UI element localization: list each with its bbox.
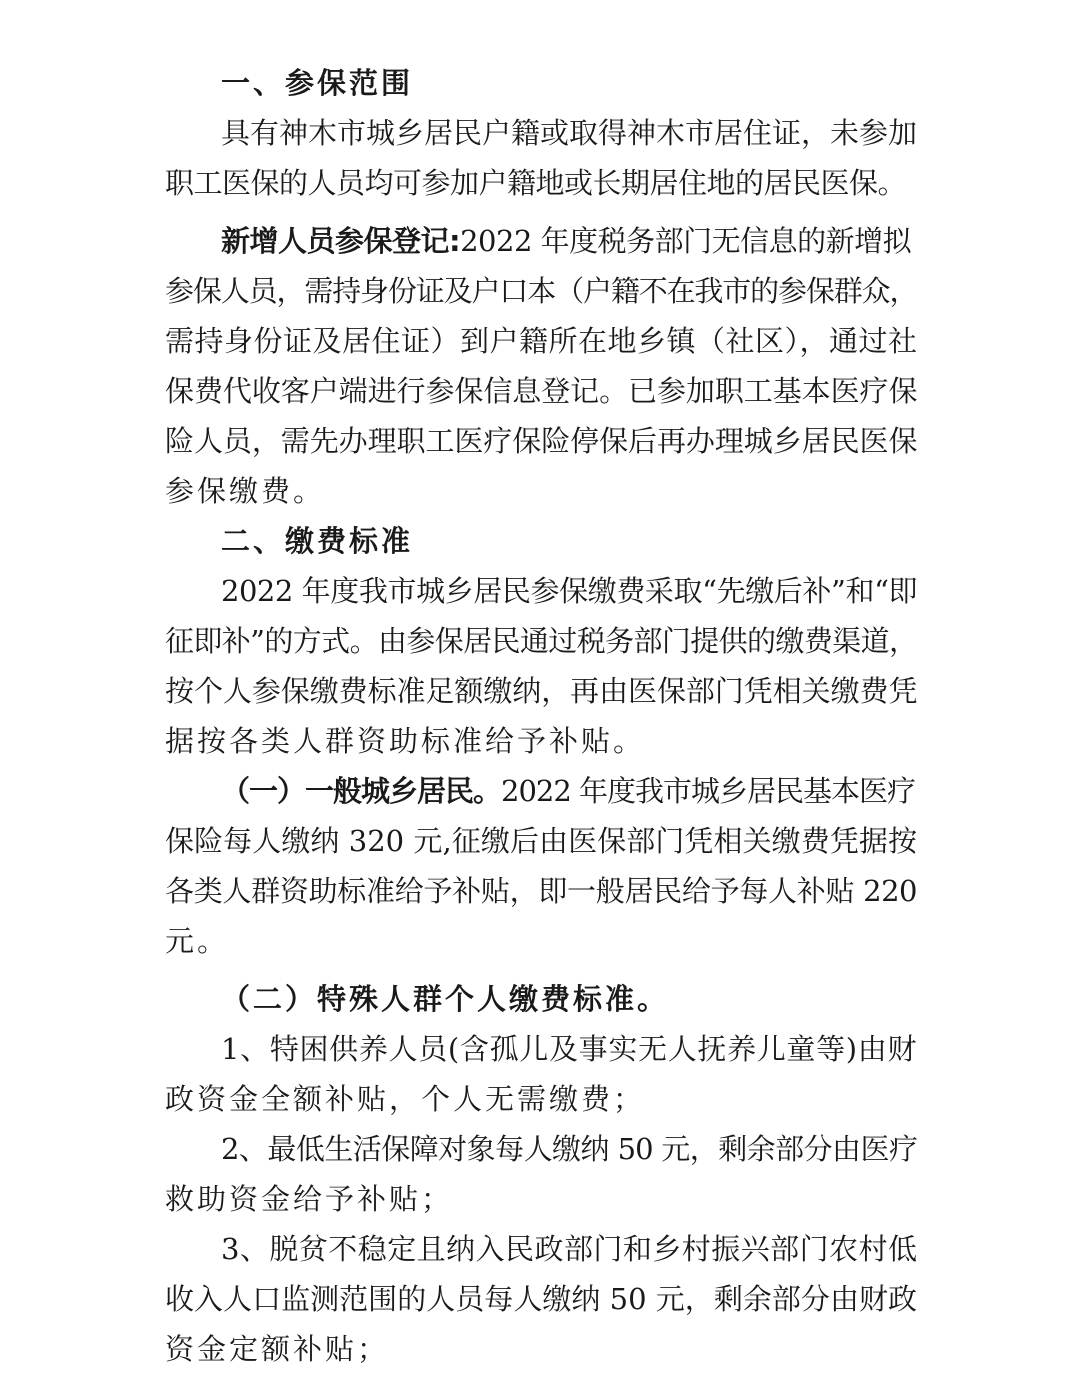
section-heading-standard: 二、缴费标准 [221,524,414,558]
list-item-line: 3、脱贫不稳定且纳入民政部门和乡村振兴部门农村低 [221,1232,917,1266]
paragraph-line: 具有神木市城乡居民户籍或取得神木市居住证，未参加 [221,116,918,150]
registration-first-text: 2022 年度税务部门无信息的新增拟 [460,224,912,258]
paragraph-line: 险人员，需先办理职工医疗保险停保后再办理城乡居民医保 [165,424,917,458]
general-residents-first-line [221,766,915,816]
paragraph-line: 各类人群资助标准给予补贴，即一般居民给予每人补贴 220 [165,874,917,908]
paragraph-line: 征即补”的方式。由参保居民通过税务部门提供的缴费渠道， [165,624,917,658]
registration-label: 新增人员参保登记: [221,224,461,258]
general-residents-first-text: 2022 年度我市城乡居民基本医疗 [501,774,916,808]
general-residents-label: （一）一般城乡居民。 [221,774,502,808]
paragraph-line: 参保缴费。 [165,474,326,508]
registration-first-line [221,216,911,266]
paragraph-line: 据按各类人群资助标准给予补贴。 [165,724,646,758]
list-item-line: 2、最低生活保障对象每人缴纳 50 元，剩余部分由医疗 [221,1132,917,1166]
paragraph-line: 需持身份证及居住证）到户籍所在地乡镇（社区），通过社 [165,324,917,358]
list-item-line: 资金定额补贴； [165,1332,390,1366]
list-item-line: 政资金全额补贴，个人无需缴费； [165,1082,646,1116]
paragraph-line: 参保人员，需持身份证及户口本（户籍不在我市的参保群众， [165,274,917,308]
list-item-line: 救助资金给予补贴； [165,1182,454,1216]
section-heading-scope: 一、参保范围 [221,66,414,100]
paragraph-line: 元。 [165,924,230,958]
paragraph-line: 2022 年度我市城乡居民参保缴费采取“先缴后补”和“即 [221,574,917,608]
list-item-line: 收入人口监测范围的人员每人缴纳 50 元，剩余部分由财政 [165,1282,917,1316]
paragraph-line: 保险每人缴纳 320 元,征缴后由医保部门凭相关缴费凭据按 [165,824,917,858]
paragraph-line: 按个人参保缴费标准足额缴纳，再由医保部门凭相关缴费凭 [165,674,917,708]
list-item-line: 1、特困供养人员(含孤儿及事实无人抚养儿童等)由财 [221,1032,917,1066]
paragraph-line: 职工医保的人员均可参加户籍地或长期居住地的居民医保。 [165,166,907,200]
paragraph-line: 保费代收客户端进行参保信息登记。已参加职工基本医疗保 [165,374,917,408]
special-groups-heading: （二）特殊人群个人缴费标准。 [221,982,670,1016]
